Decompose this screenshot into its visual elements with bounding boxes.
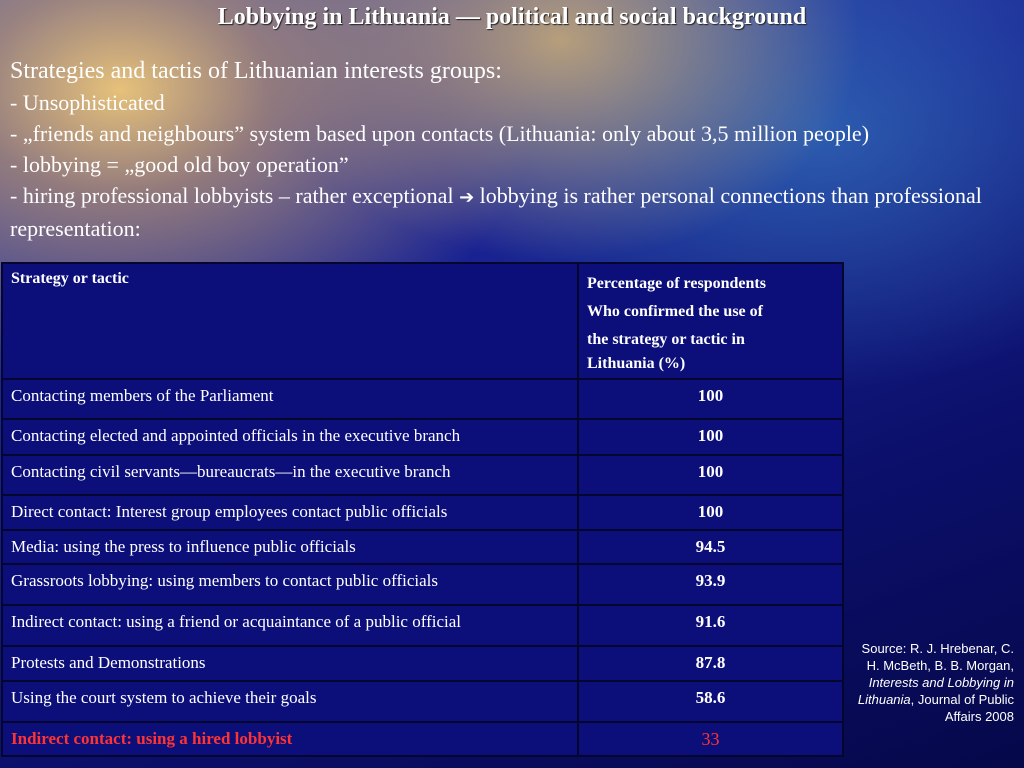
table-row-hired-lobbyist (2, 722, 843, 756)
header-pct-line: the strategy or tactic in (587, 331, 745, 348)
tactic-cell: Media: using the press to influence public officials (2, 530, 578, 564)
strategies-table (1, 262, 844, 757)
header-pct-line: Percentage of respondents (587, 275, 766, 292)
source-title: Interests and Lobbying in Lithuania (857, 675, 1014, 707)
tactic-cell: Contacting members of the Parliament (2, 379, 578, 419)
tactic-cell: Direct contact: Interest group employees contact public officials (2, 495, 578, 530)
table-row (2, 495, 843, 530)
table-row (2, 681, 843, 722)
bullet-hiring-start: - hiring professional lobbyists – rather exceptional (10, 183, 454, 208)
table-row (2, 530, 843, 564)
tactic-cell: Contacting civil servants—bureaucrats—in the executive branch (2, 455, 578, 495)
tactic-cell: Indirect contact: using a friend or acquaintance of a public official (2, 605, 578, 646)
pct-cell: 100 (578, 419, 843, 455)
table-row (2, 419, 843, 455)
table-row (2, 564, 843, 605)
intro-heading: Strategies and tactis of Lithuanian interests groups: (10, 58, 502, 84)
tactic-cell: Contacting elected and appointed officials in the executive branch (2, 419, 578, 455)
bullet-hiring-lobbyists (10, 180, 1018, 244)
tactic-cell: Indirect contact: using a hired lobbyist (2, 722, 578, 756)
pct-cell: 100 (578, 379, 843, 419)
pct-cell: 87.8 (578, 646, 843, 681)
table-row (2, 379, 843, 419)
bullet-good-old-boy: - lobbying = „good old boy operation” (10, 152, 349, 177)
bullet-unsophisticated: - Unsophisticated (10, 90, 165, 115)
tactic-cell: Grassroots lobbying: using members to contact public officials (2, 564, 578, 605)
table-header-row (2, 263, 843, 379)
table-row (2, 455, 843, 495)
pct-cell: 100 (578, 495, 843, 530)
header-pct-line: Lithuania (%) (587, 355, 686, 372)
table-row (2, 605, 843, 646)
tactic-cell: Protests and Demonstrations (2, 646, 578, 681)
bullet-friends-neighbours: - „friends and neighbours” system based upon contacts (Lithuania: only about 3,5 million people) (10, 121, 870, 146)
pct-cell: 93.9 (578, 564, 843, 605)
source-citation (852, 640, 1014, 725)
pct-cell: 58.6 (578, 681, 843, 722)
slide-title: Lobbying in Lithuania — political and social background (217, 4, 807, 30)
intro-text (10, 56, 1018, 244)
header-percentage (578, 263, 843, 379)
arrow-right-icon: ➔ (459, 187, 475, 208)
header-pct-line: Who confirmed the use of (587, 303, 763, 320)
bullet-hiring-end: lobbying is rather personal connections than professional representation: (10, 183, 982, 241)
pct-cell: 94.5 (578, 530, 843, 564)
source-prefix: Source: R. J. Hrebenar, C. H. McBeth, B. B. Morgan, (861, 641, 1014, 673)
table-row (2, 646, 843, 681)
pct-cell: 100 (578, 455, 843, 495)
tactic-cell: Using the court system to achieve their goals (2, 681, 578, 722)
pct-cell: 33 (578, 722, 843, 756)
header-strategy: Strategy or tactic (2, 263, 578, 379)
pct-cell: 91.6 (578, 605, 843, 646)
source-suffix: , Journal of Public Affairs 2008 (910, 692, 1014, 724)
